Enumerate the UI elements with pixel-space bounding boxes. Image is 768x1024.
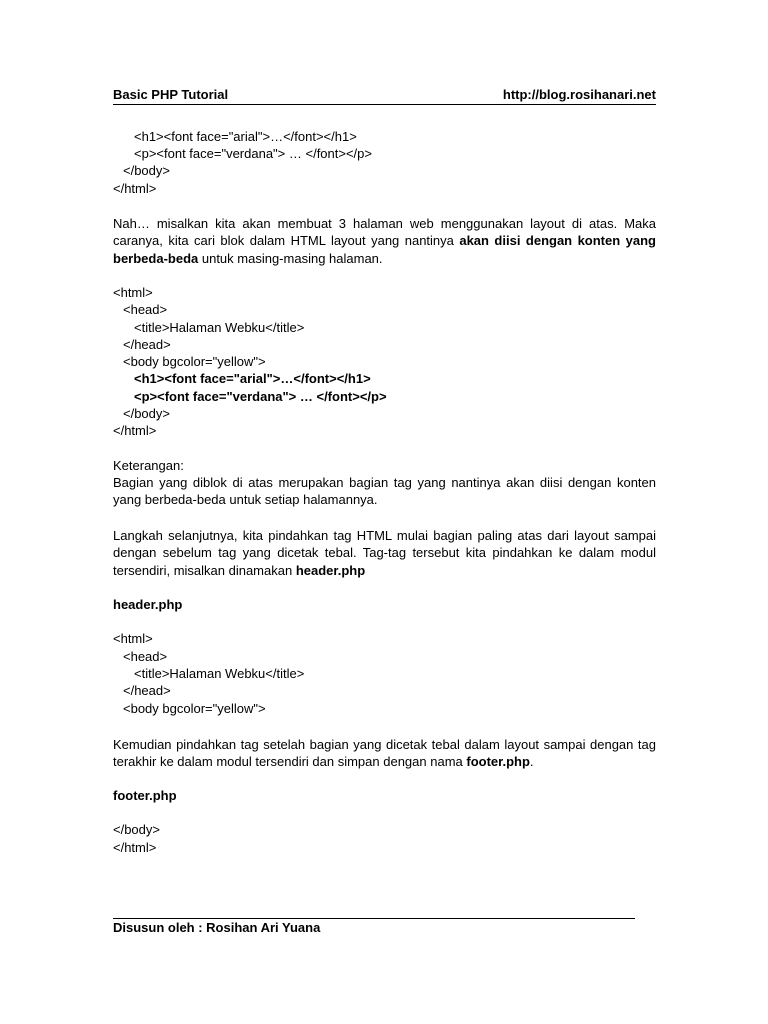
paragraph-text: Langkah selanjutnya, kita pindahkan tag HTML mulai bagian paling atas dari layout sampai dengan sebelum tag yang dicetak tebal. Tag-tag tersebut kita pindahkan ke dalam modul tersendiri, misalkan dinamakan [113, 528, 656, 578]
header-url: http://blog.rosihanari.net [502, 87, 656, 102]
footer-author: Disusun oleh : Rosihan Ari Yuana [113, 920, 321, 935]
footer-php-heading: footer.php [113, 788, 177, 803]
footer-divider [113, 918, 635, 919]
code-line: </body> [123, 406, 170, 421]
code-line: <title>Halaman Webku</title> [134, 666, 305, 681]
code-line-bold: <h1><font face="arial">…</font></h1> [134, 371, 371, 386]
paragraph-bold-text: footer.php [466, 754, 530, 770]
keterangan-text: Bagian yang diblok di atas merupakan bagian tag yang nantinya akan diisi dengan konten yang berbeda-beda untuk setiap halamannya. [113, 475, 656, 508]
code-line: <head> [123, 649, 168, 664]
code-line: </html> [113, 423, 157, 438]
code-line: </html> [113, 840, 157, 855]
paragraph-text: Nah… misalkan kita akan membuat 3 halaman web menggunakan layout di atas. Maka caranya, kita cari blok dalam HTML layout yang nantinya [113, 216, 656, 249]
paragraph-intro [113, 215, 656, 267]
code-line: <title>Halaman Webku</title> [134, 320, 305, 335]
code-line: <html> [113, 631, 153, 646]
code-line: <head> [123, 302, 168, 317]
paragraph-kemudian [113, 736, 656, 771]
paragraph-text: . [529, 754, 534, 770]
code-line: <h1><font face="arial">…</font></h1> [134, 129, 357, 144]
code-line: <body bgcolor="yellow"> [123, 701, 266, 716]
paragraph-text: Kemudian pindahkan tag setelah bagian yang dicetak tebal dalam layout sampai dengan tag terakhir ke dalam modul tersendiri dan simpan dengan nama [113, 737, 656, 770]
paragraph-text: untuk masing-masing halaman. [198, 250, 383, 266]
code-line: <body bgcolor="yellow"> [123, 354, 266, 369]
paragraph-bold-text: akan diisi dengan konten yang berbeda-beda [113, 233, 656, 266]
code-line: <p><font face="verdana"> … </font></p> [134, 146, 372, 161]
document-page [113, 0, 656, 1024]
header-php-heading: header.php [113, 597, 183, 612]
code-line: </head> [123, 683, 171, 698]
keterangan-label: Keterangan: [113, 458, 184, 473]
header-title: Basic PHP Tutorial [113, 87, 229, 102]
page-header [113, 86, 656, 105]
code-line: </body> [113, 822, 160, 837]
code-line: </head> [123, 337, 171, 352]
paragraph-bold-text: header.php [295, 562, 366, 578]
code-line-bold: <p><font face="verdana"> … </font></p> [134, 389, 387, 404]
paragraph-langkah [113, 527, 656, 579]
code-line: </html> [113, 181, 157, 196]
code-line: </body> [123, 163, 170, 178]
code-line: <html> [113, 285, 153, 300]
